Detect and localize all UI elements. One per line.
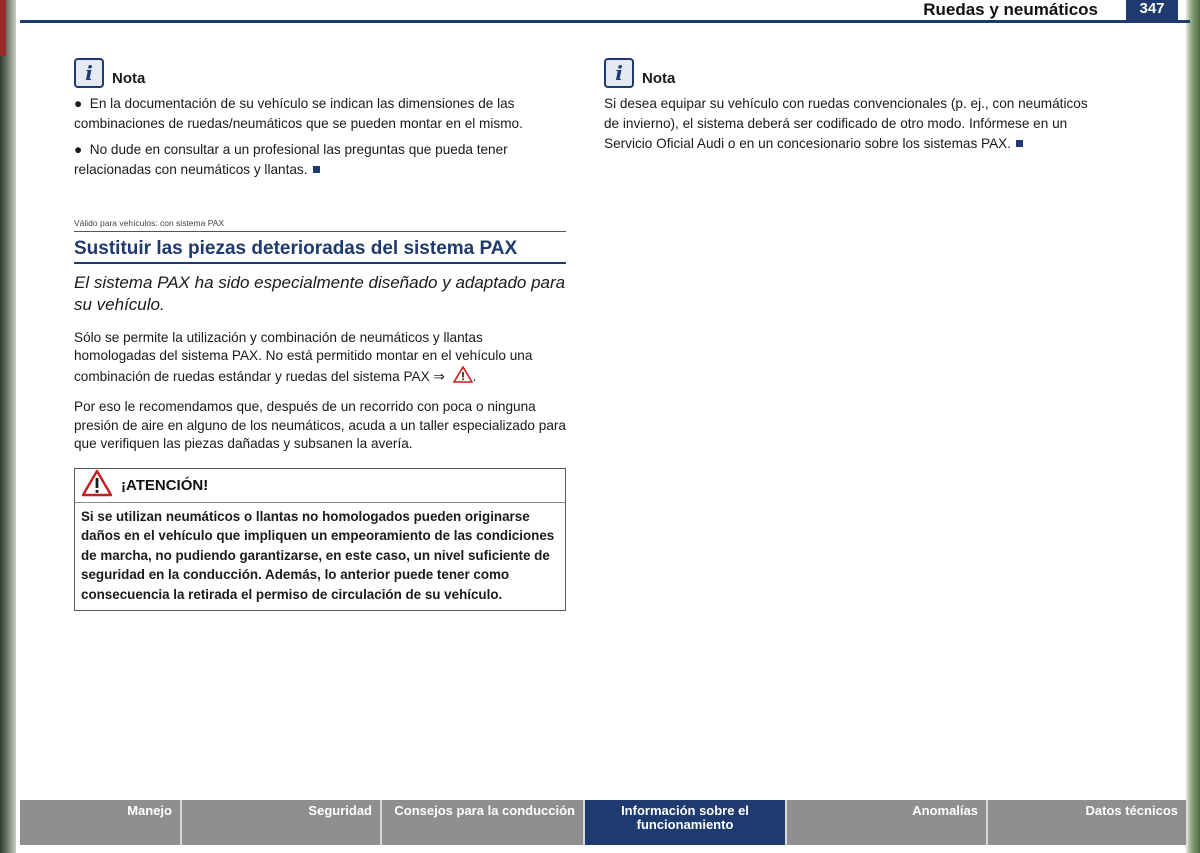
page-edge-left <box>0 0 16 853</box>
info-icon: i <box>604 58 634 88</box>
section-paragraph: Por eso le recomendamos que, después de un recorrido con poca o ninguna presión de aire en alguno de los neumáticos, acuda a un taller especializado para que verifiquen las piezas dañadas y subsanen la avería. <box>74 399 566 451</box>
chapter-navigation <box>20 800 1188 845</box>
section-rule <box>74 231 566 232</box>
warning-triangle-icon <box>81 469 113 502</box>
warning-box <box>74 468 566 612</box>
warning-header <box>75 469 565 503</box>
tab-datos-tecnicos[interactable]: Datos técnicos <box>988 800 1188 845</box>
bullet-dot: ● <box>74 96 83 111</box>
page-number: 347 <box>1126 0 1178 22</box>
header-rule <box>20 20 1190 23</box>
right-column <box>604 58 1092 154</box>
bullet-dot: ● <box>74 142 83 157</box>
note-body: Si desea equipar su vehículo con ruedas convencionales (p. ej., con neumáticos de invierno), el sistema deberá ser codificado de otro modo. Infórmese en un Servicio Oficial Audi o en un concesionario sobre los sistemas PAX. <box>604 96 1088 151</box>
title-rule <box>74 262 566 264</box>
tab-informacion[interactable]: Información sobre el funcionamiento <box>585 800 787 845</box>
note-title: Nota <box>642 70 676 87</box>
note-header <box>74 58 566 88</box>
info-icon: i <box>74 58 104 88</box>
warning-triangle-icon <box>453 366 473 389</box>
note-header <box>604 58 1092 88</box>
note-text <box>604 94 1092 154</box>
tab-anomalias[interactable]: Anomalías <box>787 800 988 845</box>
end-marker <box>313 166 320 173</box>
end-marker <box>1016 140 1023 147</box>
note-bullet <box>74 140 566 180</box>
cross-reference[interactable]: ⇒ <box>433 368 445 384</box>
note-bullet <box>74 94 566 134</box>
note-title: Nota <box>112 70 146 87</box>
section-title: Sustituir las piezas deterioradas del sistema PAX <box>74 238 518 259</box>
paragraph-text: Sólo se permite la utilización y combinación de neumáticos y llantas homologadas del sistema PAX. No está permitido montar en el vehículo una combinación de ruedas estándar y ruedas del sistema PAX <box>74 329 533 384</box>
page-edge-right <box>1186 0 1200 853</box>
note-bullet-text: No dude en consultar a un profesional las preguntas que pueda tener relacionadas con neumáticos y llantas. <box>74 142 508 177</box>
tab-seguridad[interactable]: Seguridad <box>182 800 382 845</box>
warning-text: Si se utilizan neumáticos o llantas no homologados pueden originarse daños en el vehículo que impliquen un empeoramiento de las condiciones de marcha, no pudiendo garantizarse, en este caso, un nivel suficiente de seguridad en la conducción. Además, lo anterior puede tener como consecuencia la retirada el permiso de circulación de su vehículo. <box>81 508 555 602</box>
validity-label: Válido para vehículos: con sistema PAX <box>74 218 225 228</box>
warning-title: ¡ATENCIÓN! <box>121 476 209 494</box>
tab-consejos[interactable]: Consejos para la conducción <box>382 800 585 845</box>
edge-marker <box>0 0 6 56</box>
section-paragraph: Sólo se permite la utilización y combinación de neumáticos y llantas homologadas del sistema PAX. No está permitido montar en el vehículo una combinación de ruedas estándar y ruedas del sistema PAX ⇒ . <box>74 329 566 389</box>
chapter-title: Ruedas y neumáticos <box>923 0 1098 19</box>
section-intro: El sistema PAX ha sido especialmente diseñado y adaptado para su vehículo. <box>74 272 566 314</box>
note-bullet-text: En la documentación de su vehículo se indican las dimensiones de las combinaciones de ruedas/neumáticos que se pueden montar en el mismo. <box>74 96 523 131</box>
left-column <box>74 58 566 611</box>
tab-manejo[interactable]: Manejo <box>20 800 182 845</box>
